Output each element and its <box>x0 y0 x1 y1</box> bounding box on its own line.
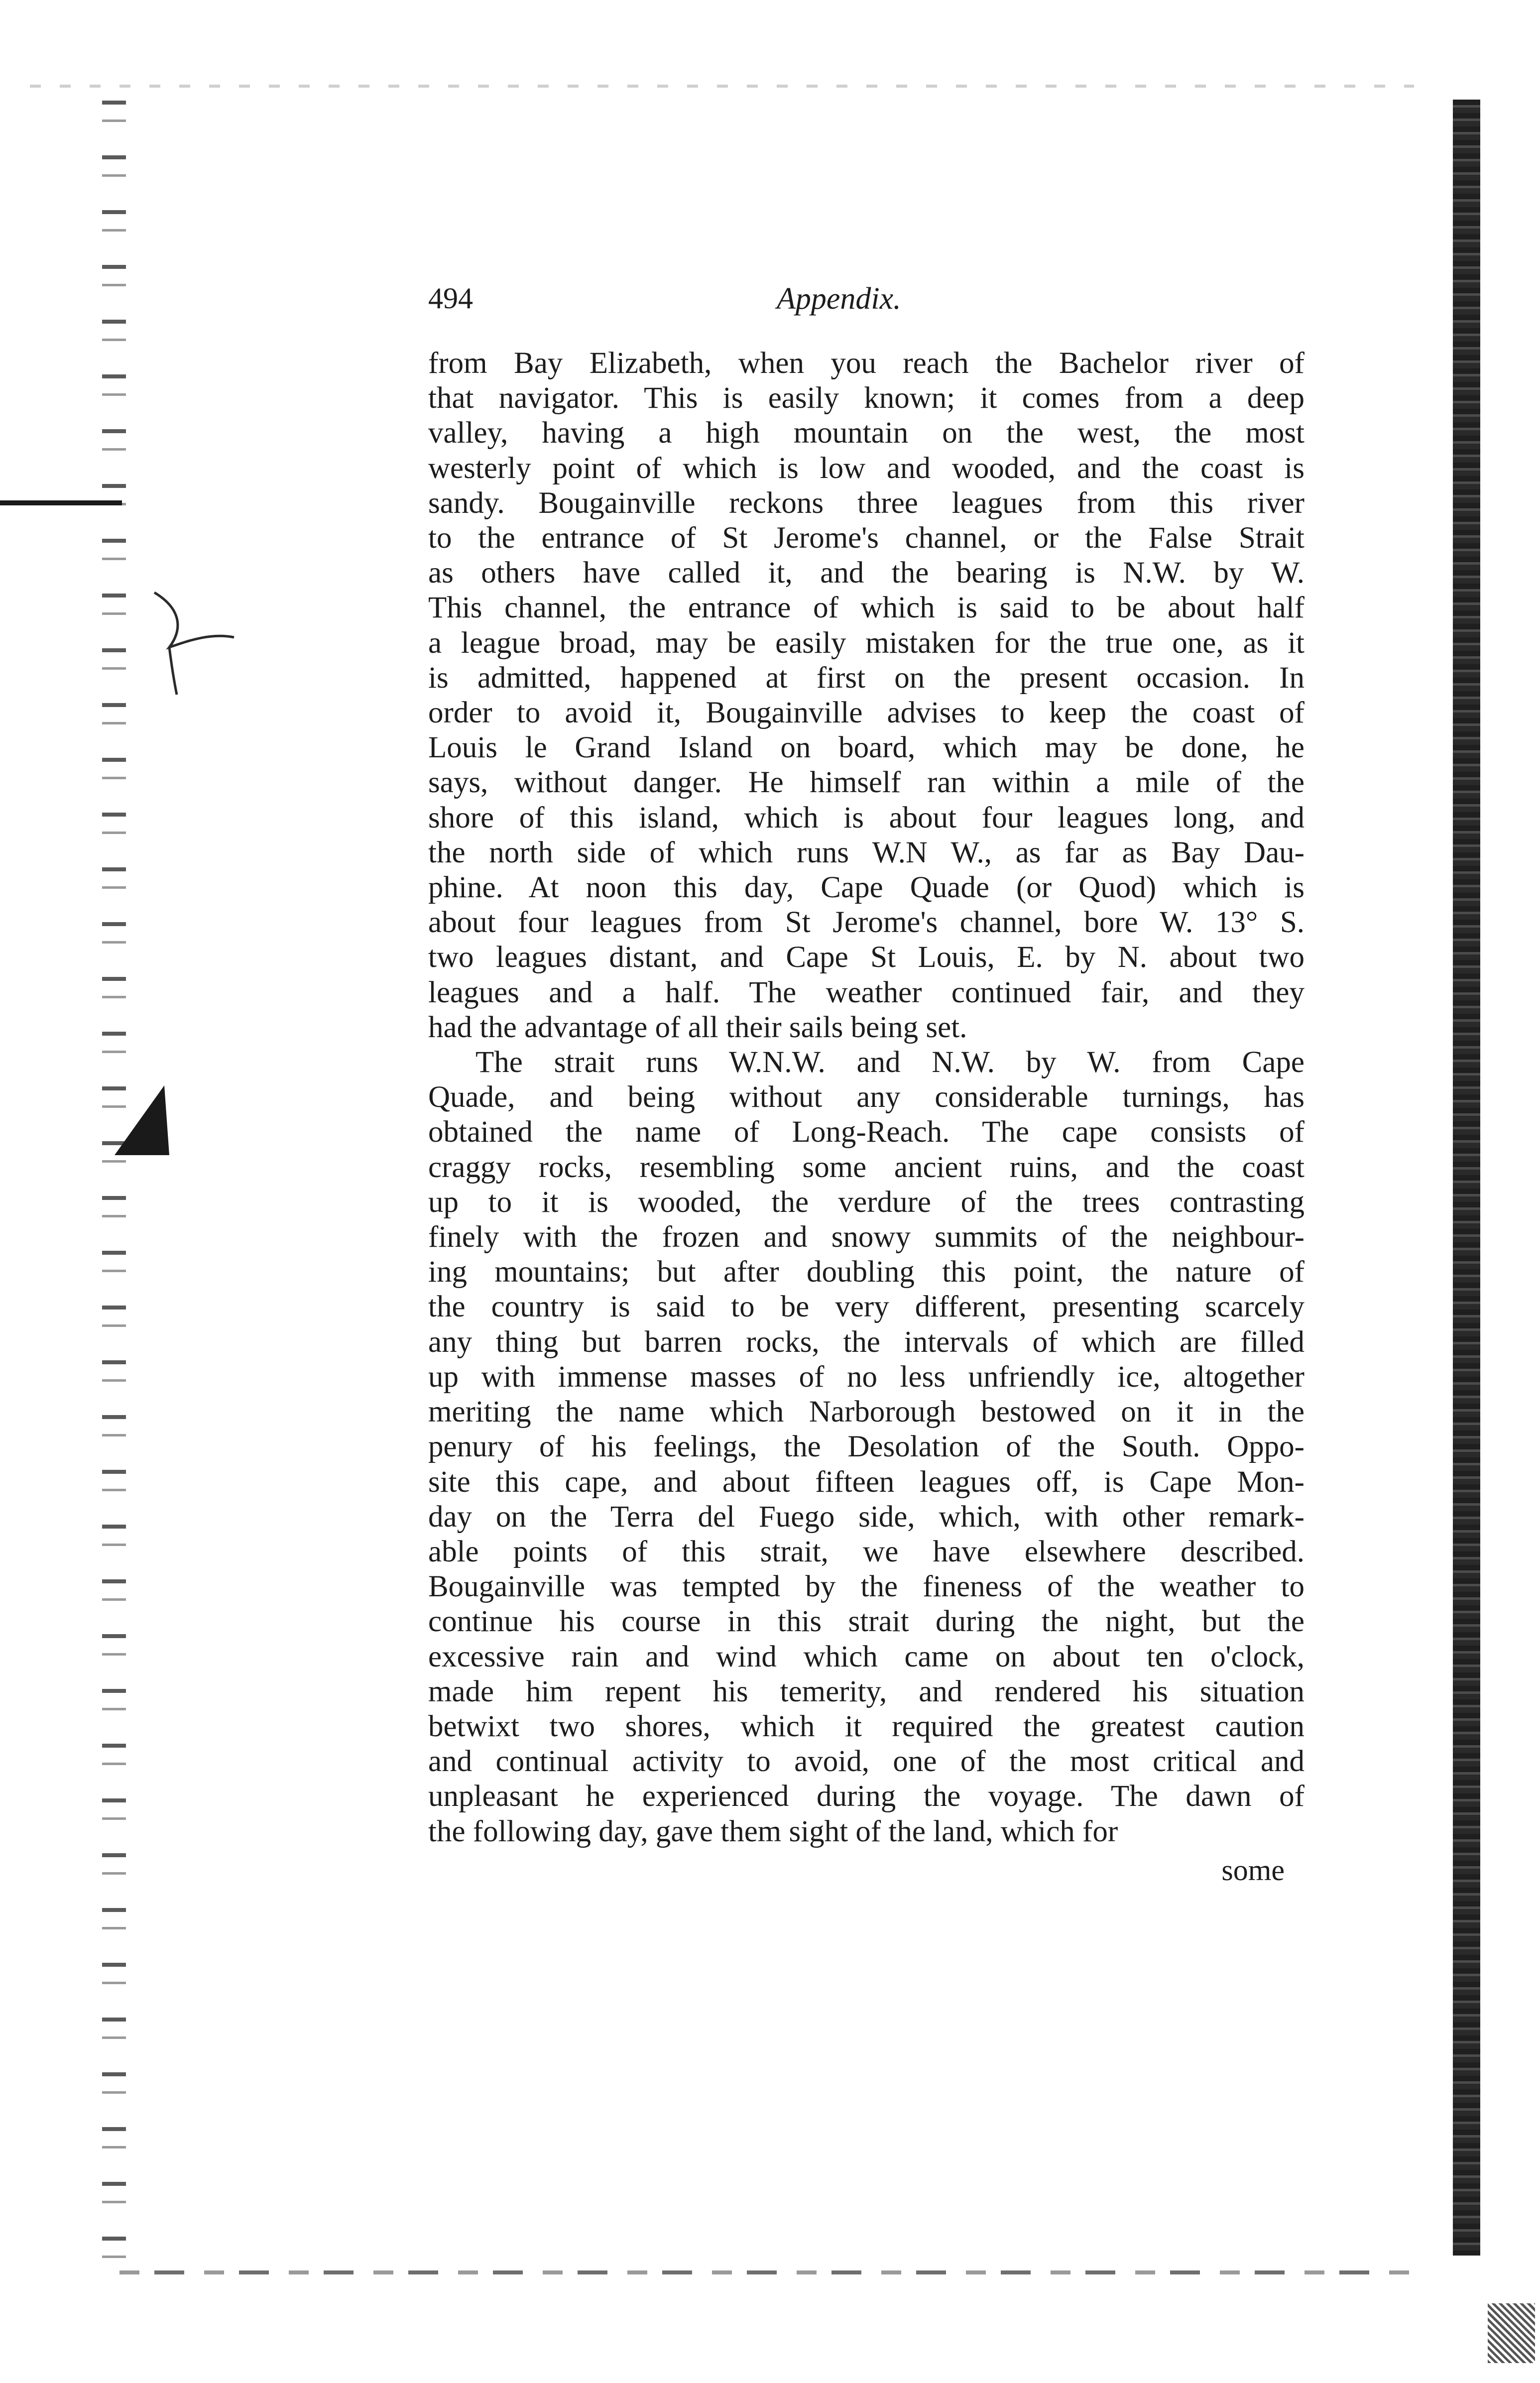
book-page <box>428 281 1304 1888</box>
text-line: that navigator. This is easily known; it comes from a deep <box>428 381 1304 415</box>
text-line: site this cape, and about fifteen leagues off, is Cape Mon- <box>428 1465 1304 1499</box>
text-line: two leagues distant, and Cape St Louis, E. by N. about two <box>428 941 1304 974</box>
text-line: phine. At noon this day, Cape Quade (or Quod) which is <box>428 871 1304 905</box>
text-line: and continual activity to avoid, one of the most critical and <box>428 1745 1304 1779</box>
paragraph <box>428 1045 1304 1849</box>
text-line: the north side of which runs W.N W., as far as Bay Dau- <box>428 835 1304 869</box>
text-line: continue his course in this strait during the night, but the <box>428 1605 1304 1639</box>
catchword: some <box>1221 1853 1285 1887</box>
margin-pointer-line <box>0 500 122 505</box>
text-line: This channel, the entrance of which is said to be about half <box>428 591 1304 625</box>
text-line: as others have called it, and the bearing is N.W. by W. <box>428 556 1304 590</box>
margin-ink-mark <box>105 1080 184 1160</box>
page-number: 494 <box>428 282 473 315</box>
text-line: meriting the name which Narborough bestowed on it in the <box>428 1395 1304 1429</box>
text-line: a league broad, may be easily mistaken for the true one, as it <box>428 626 1304 660</box>
text-line: says, without danger. He himself ran within a mile of the <box>428 766 1304 800</box>
text-line: Louis le Grand Island on board, which may be done, he <box>428 731 1304 765</box>
text-line: any thing but barren rocks, the intervals of which are filled <box>428 1325 1304 1359</box>
text-line: from Bay Elizabeth, when you reach the Bachelor river of <box>428 347 1304 380</box>
text-line: ing mountains; but after doubling this point, the nature of <box>428 1255 1304 1289</box>
text-line: Quade, and being without any considerable turnings, has <box>428 1080 1304 1114</box>
text-line: able points of this strait, we have elsewhere described. <box>428 1535 1304 1568</box>
scan-shadow-bottom <box>119 2270 1424 2274</box>
binding-gutter <box>102 90 126 2270</box>
text-line: betwixt two shores, which it required the greatest caution <box>428 1709 1304 1743</box>
text-line: leagues and a half. The weather continued fair, and they <box>428 975 1304 1009</box>
text-line: the country is said to be very different, presenting scarcely <box>428 1290 1304 1324</box>
text-line: shore of this island, which is about four leagues long, and <box>428 801 1304 834</box>
text-line: unpleasant he experienced during the voyage. The dawn of <box>428 1780 1304 1813</box>
text-line: had the advantage of all their sails being set. <box>428 1010 967 1044</box>
book-spine-edge <box>1453 100 1480 2256</box>
scan-corner-stamp <box>1488 2303 1535 2363</box>
text-line: westerly point of which is low and wooded, and the coast is <box>428 451 1304 485</box>
text-line: finely with the frozen and snowy summits of the neighbour- <box>428 1220 1304 1254</box>
text-line: day on the Terra del Fuego side, which, with other remark- <box>428 1500 1304 1534</box>
text-line: excessive rain and wind which came on about ten o'clock, <box>428 1640 1304 1673</box>
text-line: is admitted, happened at first on the present occasion. In <box>428 661 1304 695</box>
running-head <box>428 281 1304 336</box>
text-line: The strait runs W.N.W. and N.W. by W. from Cape <box>475 1046 1304 1079</box>
text-line: craggy rocks, resembling some ancient ruins, and the coast <box>428 1150 1304 1184</box>
text-line: the following day, gave them sight of the land, which for <box>428 1814 1118 1848</box>
text-line: up with immense masses of no less unfriendly ice, altogether <box>428 1360 1304 1394</box>
margin-bracket-mark <box>149 588 239 697</box>
text-line: valley, having a high mountain on the west, the most <box>428 416 1304 450</box>
text-line: Bougainville was tempted by the fineness of the weather to <box>428 1570 1304 1604</box>
text-line: obtained the name of Long-Reach. The cape consists of <box>428 1115 1304 1149</box>
text-line: sandy. Bougainville reckons three leagues from this river <box>428 486 1304 520</box>
body-text <box>428 346 1304 1849</box>
scan-shadow-top <box>30 85 1414 88</box>
text-line: about four leagues from St Jerome's channel, bore W. 13° S. <box>428 906 1304 940</box>
text-line: order to avoid it, Bougainville advises to keep the coast of <box>428 696 1304 730</box>
text-line: to the entrance of St Jerome's channel, or the False Strait <box>428 521 1304 555</box>
text-line: made him repent his temerity, and rendered his situation <box>428 1674 1304 1708</box>
text-line: penury of his feelings, the Desolation of the South. Oppo- <box>428 1430 1304 1464</box>
text-line: up to it is wooded, the verdure of the trees contrasting <box>428 1185 1304 1219</box>
running-title: Appendix. <box>777 282 901 316</box>
paragraph <box>428 346 1304 1045</box>
